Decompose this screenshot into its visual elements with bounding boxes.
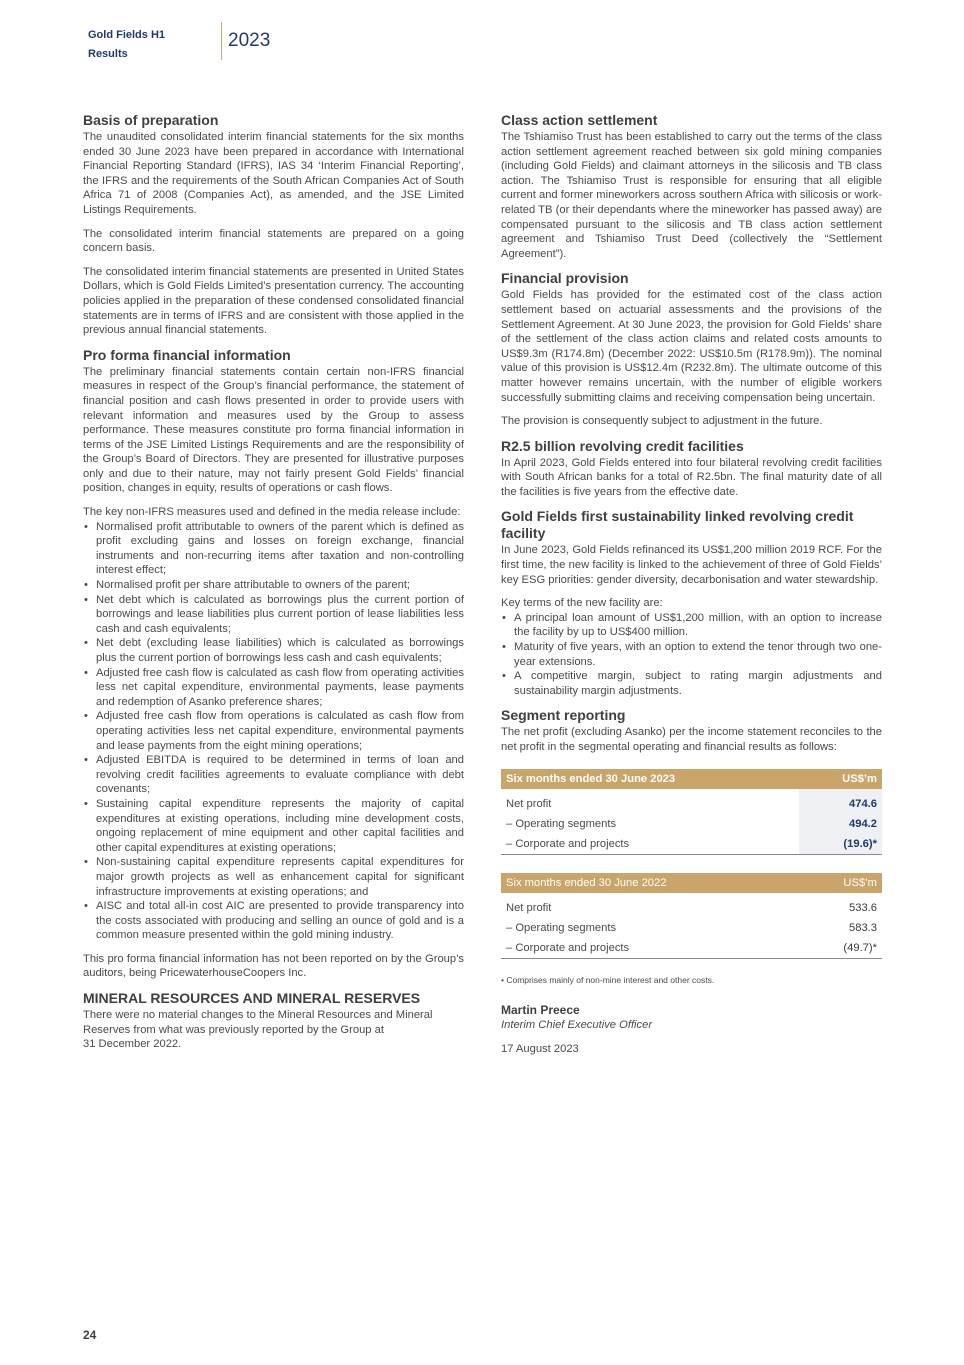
list-item: • Adjusted free cash flow from operations is calculated as cash flow from operating activities less net capital expenditure, environmental payments and lease payments from the eight mining operations; xyxy=(83,709,464,753)
section-title: Class action settlement xyxy=(501,112,658,128)
paragraph-line: 31 December 2022. xyxy=(83,1038,182,1051)
row-value: (19.6)* xyxy=(799,834,882,855)
row-label: Net profit xyxy=(506,901,552,914)
bullet-list xyxy=(501,611,882,699)
table-header-period: Six months ended 30 June 2023 xyxy=(501,769,799,789)
table-row xyxy=(501,918,882,938)
section-title: Pro forma financial information xyxy=(83,346,291,363)
list-item: • Sustaining capital expenditure represents the majority of capital expenditures at existing operations, including mine development costs, ongoing replacement of mine equipment and other capital facilities and other capital expenditures at existing operations; xyxy=(83,797,464,855)
list-item: • Maturity of five years, with an option to extend the tenor through two one-year extensions. xyxy=(501,640,882,669)
signatory-name: Martin Preece xyxy=(501,1002,580,1017)
row-label: – Corporate and projects xyxy=(501,834,799,855)
table-row xyxy=(501,789,882,814)
paragraph: The consolidated interim financial statements are prepared on a going concern basis. xyxy=(83,227,464,255)
row-label: – Operating segments xyxy=(506,921,617,934)
paragraph: Gold Fields has provided for the estimated cost of the class action settlement based on actuarial assessments and the provisions of the Settlement Agreement. At 30 June 2023, the provision for Gold Fields’ share of the settlement of the class action claims and related costs amounts to US$9.3m (R174.8m) (December 2022: US$10.5m (R178.9m)). The nominal value of this provision is US$12.4m (R232.8m). The ultimate outcome of this matter however remains uncertain, with the number of eligible workers successfully submitting claims and receiving compensation being uncertain. xyxy=(501,289,882,404)
section-segment-reporting xyxy=(501,707,882,754)
right-column xyxy=(501,112,882,1055)
paragraph-line: There were no material changes to the Mineral Resources and Mineral Reserves from what was previously reported by the Group at xyxy=(83,1009,433,1036)
paragraph: In June 2023, Gold Fields refinanced its US$1,200 million 2019 RCF. For the first time, the new facility is linked to the achievement of three of Gold Fields’ key ESG priorities: gender diversity, decarbonisation and water stewardship. xyxy=(501,544,882,586)
paragraph: In April 2023, Gold Fields entered into four bilateral revolving credit facilities with South African banks for a total of R2.5bn. The final maturity date of all the facilities is five years from the effective date. xyxy=(501,456,882,498)
table-row xyxy=(501,834,882,855)
table-header-period: Six months ended 30 June 2022 xyxy=(501,873,799,893)
section-basis xyxy=(83,112,464,338)
paragraph: The consolidated interim financial statements are presented in United States Dollars, which is Gold Fields Limited’s presentation currency. The accounting policies applied in the preparation of these condensed consolidated financial statements are in terms of IFRS and are consistent with those applied in the previous annual financial statements. xyxy=(83,265,464,337)
bullet-list xyxy=(83,520,464,943)
list-item: • Net debt which is calculated as borrowings plus the current portion of borrowings and lease liabilities plus current portion of lease liabilities less cash and cash equivalents; xyxy=(83,593,464,637)
list-item: • Non-sustaining capital expenditure represents capital expenditures for major growth projects as well as enhancement capital for significant infrastructure improvements at existing operations; and xyxy=(83,855,464,899)
row-label: – Operating segments xyxy=(506,817,617,830)
section-financial-provision xyxy=(501,270,882,428)
signature-date: 17 August 2023 xyxy=(501,1042,579,1055)
section-class-action xyxy=(501,112,882,261)
list-item: • A competitive margin, subject to rating margin adjustments and sustainability margin adjustments. xyxy=(501,669,882,698)
left-column xyxy=(83,112,464,1061)
list-item: • AISC and total all-in cost AIC are presented to provide transparency into the costs associated with producing and selling an ounce of gold and is a common measure presented within the gold mining industry. xyxy=(83,899,464,943)
page-number: 24 xyxy=(83,1328,97,1342)
paragraph: Key terms of the new facility are: xyxy=(501,597,663,610)
list-item: • Adjusted EBITDA is required to be determined in terms of loan and revolving credit facilities agreements to evaluate compliance with debt covenants; xyxy=(83,753,464,797)
header-company: Gold Fields H1 xyxy=(88,29,166,41)
row-value: 494.2 xyxy=(799,814,882,834)
signatory-title: Interim Chief Executive Officer xyxy=(501,1018,653,1031)
paragraph: The net profit (excluding Asanko) per the income statement reconciles to the net profit in the segmental operating and financial results as follows: xyxy=(501,726,882,753)
paragraph: The unaudited consolidated interim financial statements for the six months ended 30 June 2023 have been prepared in accordance with International Financial Reporting Standard (IFRS), IAS 34 ‘Interim Financial Reporting’, the IFRS and the requirements of the South African Companies Act of South Africa 71 of 2008 (Companies Act), as amended, and the JSE Limited Listings Requirements. xyxy=(83,131,464,216)
section-revolving-credit xyxy=(501,438,882,500)
paragraph: The provision is consequently subject to adjustment in the future. xyxy=(501,415,823,428)
section-title: Basis of preparation xyxy=(83,112,219,128)
table-row xyxy=(501,938,882,959)
section-title: R2.5 billion revolving credit facilities xyxy=(501,437,744,454)
paragraph: The Tshiamiso Trust has been established to carry out the terms of the class action settlement agreement reached between six gold mining companies (including Gold Fields) and claimant attorneys in the silicosis and TB class action. The Tshiamiso Trust is responsible for ensuring that all eligible current and former mineworkers across southern Africa with silicosis or work-related TB (or their dependants where the mineworker has passed away) are compensated pursuant to the silicosis and TB class action settlement agreement and Tshiamiso Trust Deed (collectively the “Settlement Agreement”). xyxy=(501,131,882,260)
table-header-unit: US$’m xyxy=(799,769,882,789)
header-year: 2023 xyxy=(228,30,271,51)
section-proforma xyxy=(83,347,464,981)
list-item: • Normalised profit per share attributable to owners of the parent; xyxy=(83,578,464,593)
paragraph: This pro forma financial information has not been reported on by the Group’s auditors, being PricewaterhouseCoopers Inc. xyxy=(83,952,464,980)
section-title: MINERAL RESOURCES AND MINERAL RESERVES xyxy=(83,990,421,1007)
report-header xyxy=(88,26,165,64)
row-label: Net profit xyxy=(506,797,552,810)
section-title: Gold Fields first sustainability linked revolving credit facility xyxy=(501,508,854,542)
list-item: • Adjusted free cash flow is calculated as cash flow from operating activities less net capital expenditure, environmental payments, lease payments and redemption of Asanko preference shares; xyxy=(83,666,464,710)
section-title: Financial provision xyxy=(501,270,629,287)
table-header-row xyxy=(501,873,882,893)
section-title: Segment reporting xyxy=(501,707,626,724)
row-value: 533.6 xyxy=(849,901,877,914)
list-item: • Net debt (excluding lease liabilities) which is calculated as borrowings plus the current portion of borrowings less cash and cash equivalents; xyxy=(83,636,464,665)
table-header-row xyxy=(501,769,882,789)
table-row xyxy=(501,814,882,834)
paragraph xyxy=(83,1008,464,1052)
row-value: (49.7)* xyxy=(799,938,882,959)
header-divider xyxy=(221,22,222,60)
list-item: • A principal loan amount of US$1,200 million, with an option to increase the facility by up to US$400 million. xyxy=(501,611,882,640)
segment-table-2022 xyxy=(501,873,882,959)
paragraph: The preliminary financial statements contain certain non-IFRS financial measures in respect of the Group’s financial performance, the statement of financial position and cash flows presented in order to provide users with relevant information and measures used by the Group to assess performance. These measures constitute pro forma financial information in terms of the JSE Limited Listings Requirements and are the responsibility of the Group’s Board of Directors. They are presented for illustrative purposes only and due to their nature, may not fairly present Gold Fields’ financial position, changes in equity, results of operations or cash flows. xyxy=(83,365,464,495)
section-sustainability-rcf xyxy=(501,508,882,698)
footnote: • Comprises mainly of non-mine interest and other costs. xyxy=(501,974,715,985)
row-value: 474.6 xyxy=(799,789,882,814)
table-row xyxy=(501,893,882,918)
paragraph: The key non-IFRS measures used and defined in the media release include: xyxy=(83,506,461,519)
row-value: 583.3 xyxy=(849,921,877,934)
table-header-unit: US$’m xyxy=(799,873,882,893)
header-subtitle: Results xyxy=(88,48,128,60)
row-label: – Corporate and projects xyxy=(501,938,799,959)
segment-table-2023 xyxy=(501,769,882,855)
list-item: • Normalised profit attributable to owners of the parent which is defined as profit excluding gains and losses on foreign exchange, financial instruments and non-recurring items after taxation and non-controlling interest effect; xyxy=(83,520,464,578)
section-mineral xyxy=(83,990,464,1052)
